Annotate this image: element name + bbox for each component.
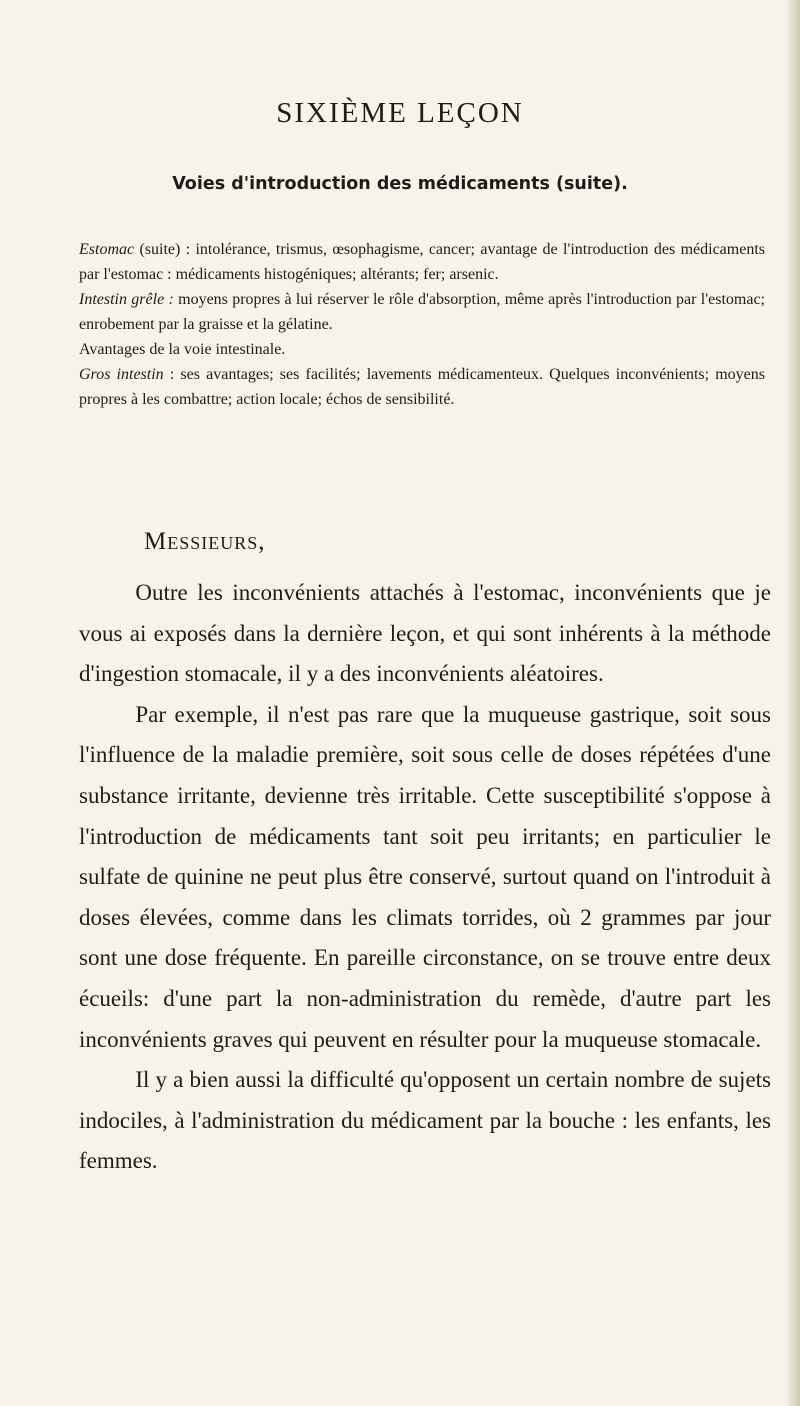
summary-item-lead: Gros intestin (79, 366, 164, 383)
body-paragraph: Par exemple, il n'est pas rare que la muqueuse gastrique, soit sous l'influence de la maladie première, soit sous celle de doses répétées d'une substance irritante, devienne très irritable. Cette susceptibilité s'oppose à l'introduction de médicaments tant soit peu irritants; en particulier le sulfate de quinine ne peut plus être conservé, surtout quand on l'introduit à doses élevées, comme dans les climats torrides, où 2 grammes par jour sont une dose fréquente. En pareille circonstance, on se trouve entre deux écueils: d'une part la non-administration du remède, d'autre part les inconvénients graves qui peuvent en résulter pour la muqueuse stomacale. (79, 701, 771, 1052)
body-paragraph: Il y a bien aussi la difficulté qu'opposent un certain nombre de sujets indociles, à l'administration du médicament par la bouche : les enfants, les femmes. (79, 1067, 771, 1174)
summary-item (79, 337, 765, 362)
page-edge-shadow (786, 0, 800, 1406)
summary-item-lead: Estomac (79, 241, 135, 258)
body-text (79, 573, 771, 1182)
summary-item-text: Avantages de la voie intestinale. (79, 341, 286, 358)
salutation: Messieurs, (144, 528, 266, 555)
summary-item-text: : ses avantages; ses facilités; lavements médicamenteux. Quelques inconvénients; moyens propres à les combattre; action locale; échos de sensibilité. (79, 366, 765, 408)
chapter-summary (79, 237, 765, 412)
summary-item (79, 287, 765, 337)
summary-item (79, 237, 765, 287)
summary-item (79, 362, 765, 412)
body-paragraph: Outre les inconvénients attachés à l'estomac, inconvénients que je vous ai exposés dans la dernière leçon, et qui sont inhérents à la méthode d'ingestion stomacale, il y a des inconvénients aléatoires. (79, 580, 771, 687)
chapter-subtitle: Voies d'introduction des médicaments (suite). (172, 174, 628, 194)
chapter-title: SIXIÈME LEÇON (276, 97, 524, 129)
summary-item-text: (suite) : intolérance, trismus, œsophagisme, cancer; avantage de l'introduction des médicaments par l'estomac : médicaments histogéniques; altérants; fer; arsenic. (79, 241, 765, 283)
summary-item-text: moyens propres à lui réserver le rôle d'absorption, même après l'introduction par l'estomac; enrobement par la graisse et la gélatine. (79, 291, 765, 333)
summary-item-lead: Intestin grêle : (79, 291, 174, 308)
